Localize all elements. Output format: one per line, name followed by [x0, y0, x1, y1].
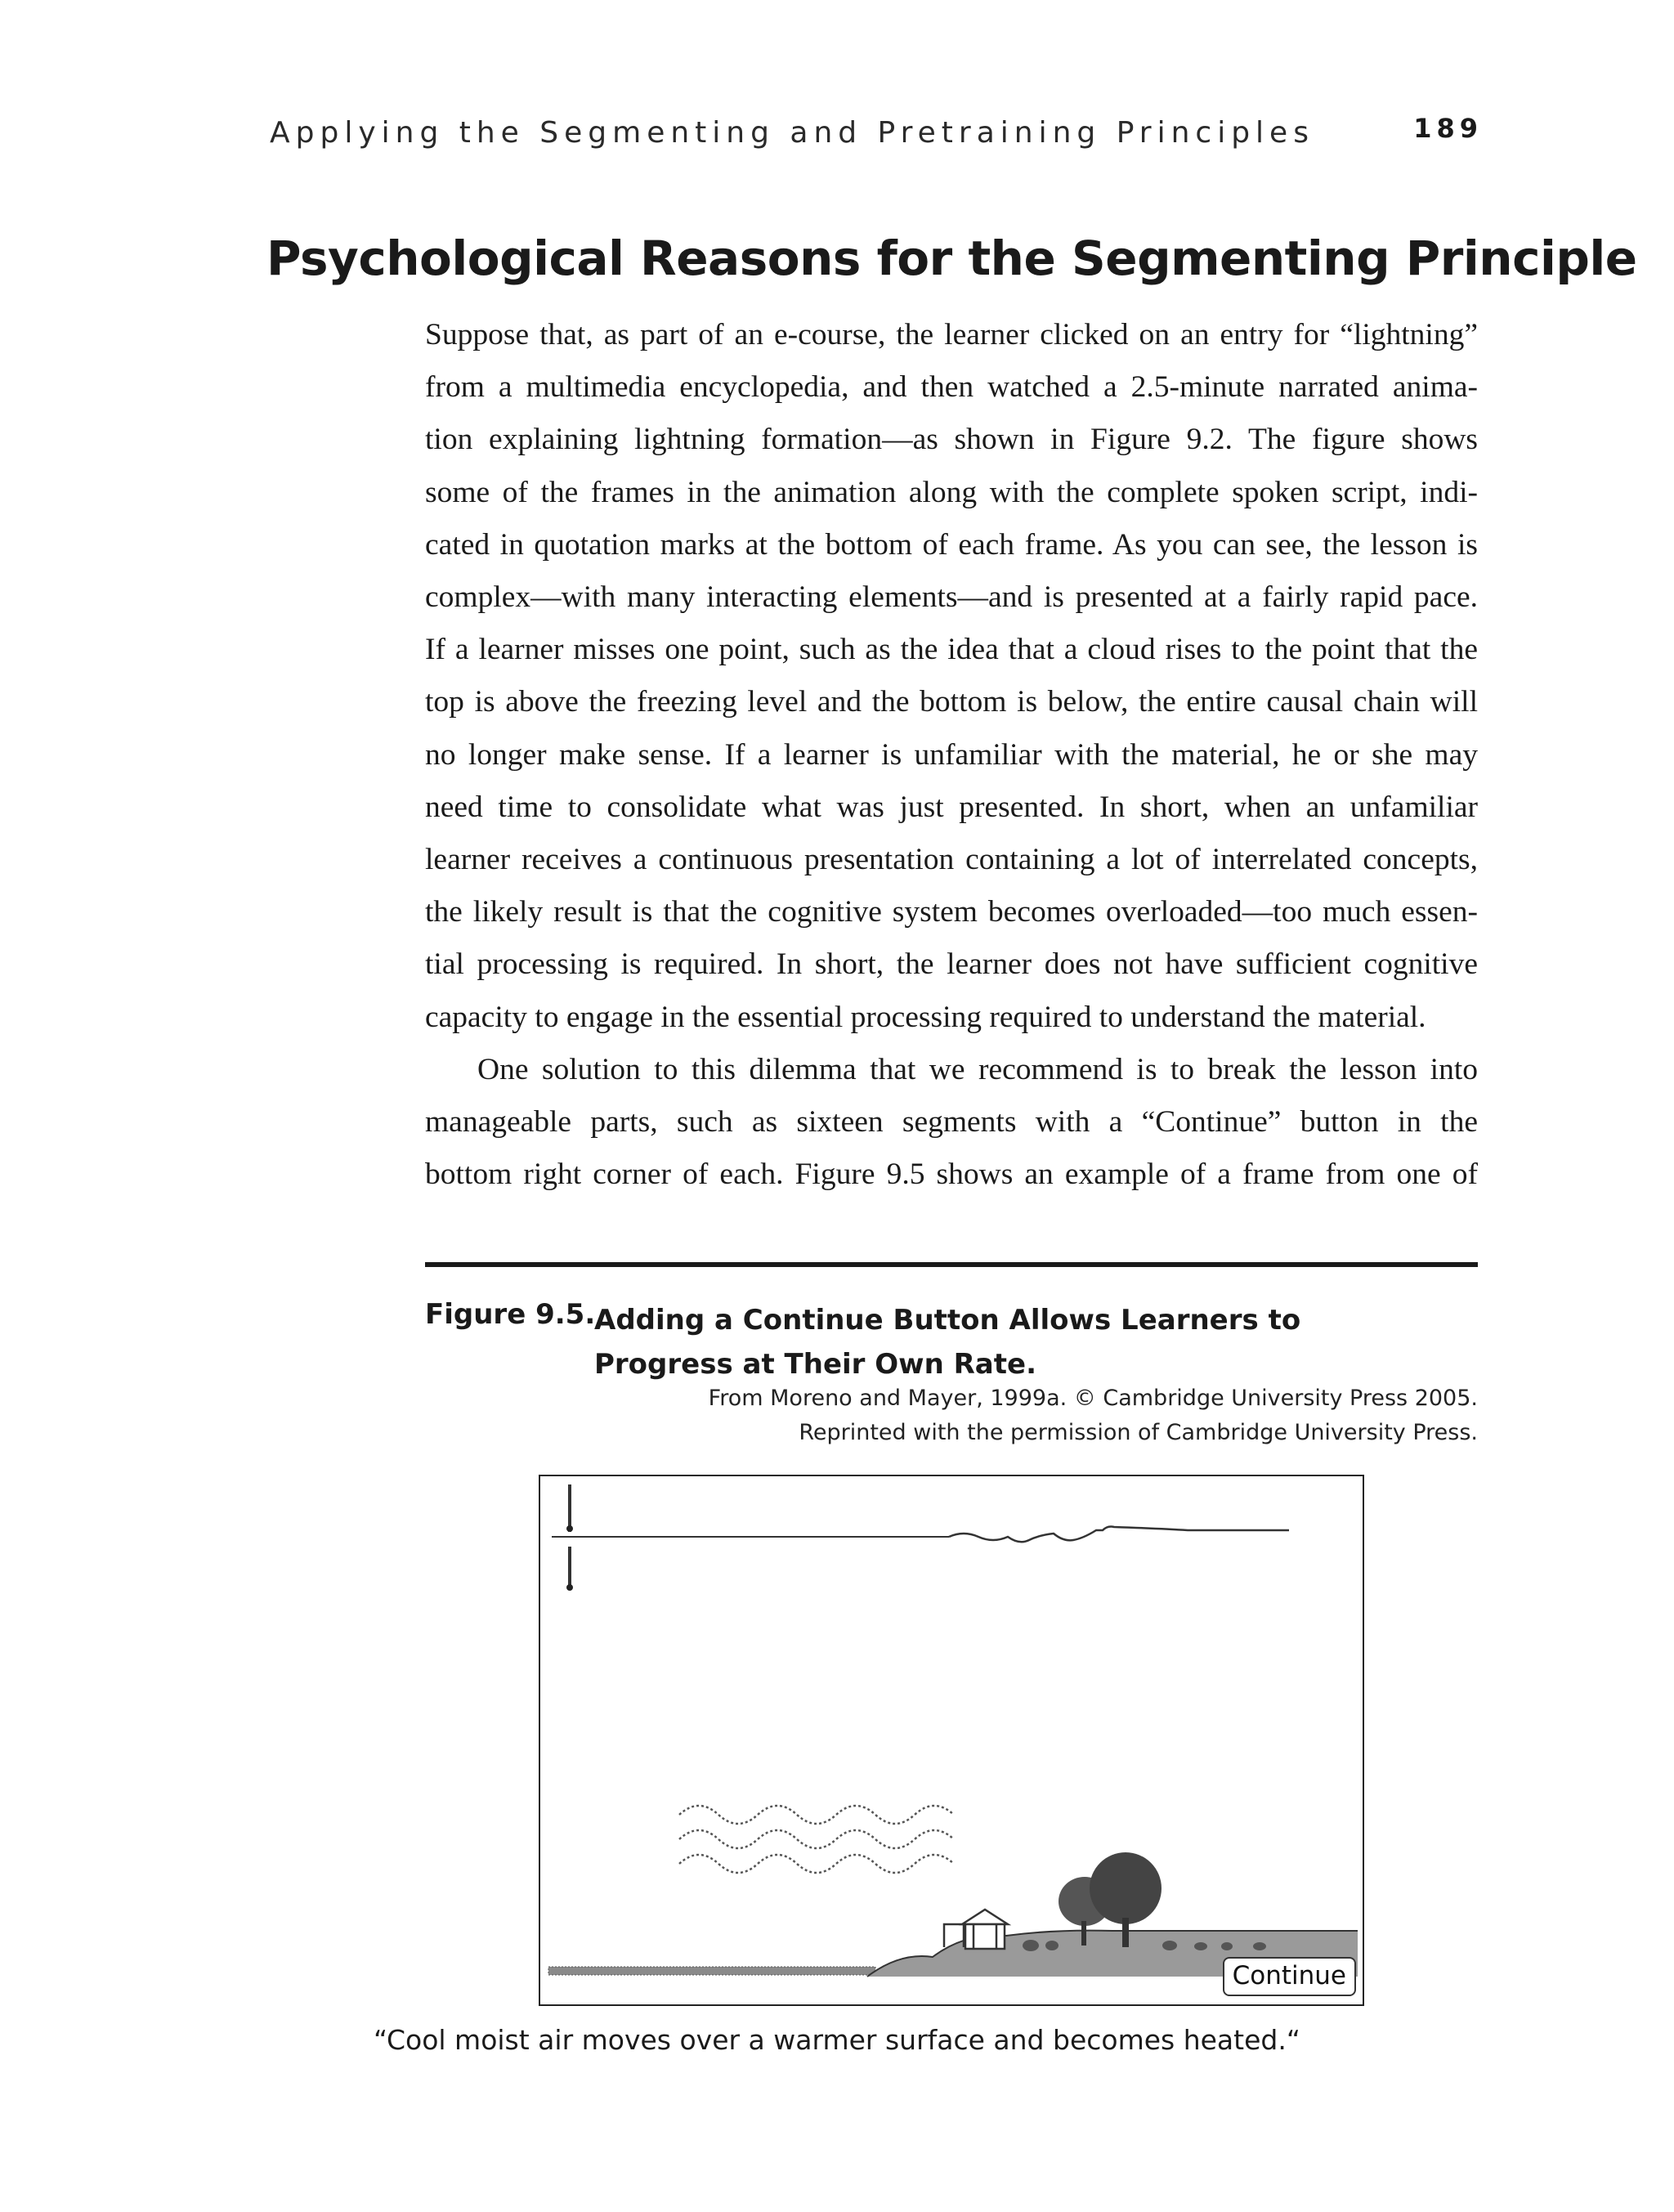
weather-illustration: [540, 1476, 1363, 2004]
body-line: capacity to engage in the essential processing required to understand the material.: [425, 1000, 1426, 1034]
body-line: manageable parts, such as sixteen segments with a “Continue” button in the: [425, 1105, 1478, 1140]
running-head: Applying the Segmenting and Pretraining Principles: [270, 116, 1314, 150]
body-line: need time to consolidate what was just presented. In short, when an unfamiliar: [425, 790, 1478, 824]
body-line: bottom right corner of each. Figure 9.5 shows an example of a frame from one of: [425, 1157, 1478, 1192]
figure-credit-line-1: From Moreno and Mayer, 1999a. © Cambridge University Press 2005.: [708, 1386, 1478, 1411]
body-line: tial processing is required. In short, the learner does not have sufficient cognitive: [425, 947, 1478, 982]
body-line: complex—with many interacting elements—and is presented at a fairly rapid pace.: [425, 580, 1478, 615]
body-line: top is above the freezing level and the bottom is below, the entire causal chain will: [425, 685, 1478, 719]
page-number: 189: [1413, 113, 1483, 144]
figure-title: Adding a Continue Button Allows Learners to Progress at Their Own Rate.: [594, 1304, 1301, 1381]
water-surface: [548, 1967, 875, 1975]
body-line: cated in quotation marks at the bottom of each frame. As you can see, the lesson is: [425, 527, 1478, 562]
body-line: One solution to this dilemma that we recommend is to break the lesson into: [477, 1052, 1478, 1086]
figure-credit-line-2: Reprinted with the permission of Cambridge University Press.: [799, 1420, 1478, 1445]
body-line: no longer make sense. If a learner is unfamiliar with the material, he or she may: [425, 737, 1478, 772]
body-line: learner receives a continuous presentation containing a lot of interrelated concepts,: [425, 843, 1478, 877]
thermometer-icon: [566, 1547, 573, 1591]
freezing-level-line: [552, 1527, 1289, 1543]
moist-air-waves: [679, 1806, 954, 1873]
body-line: the likely result is that the cognitive system becomes overloaded—too much essen-: [425, 895, 1478, 929]
body-line: from a multimedia encyclopedia, and then watched a 2.5-minute narrated anima-: [425, 370, 1478, 405]
figure-rule: [425, 1262, 1478, 1267]
section-title: Psychological Reasons for the Segmenting Principle: [266, 231, 1637, 286]
figure-label: Figure 9.5.: [425, 1298, 596, 1331]
body-line: some of the frames in the animation along with the complete spoken script, indi-: [425, 475, 1478, 509]
body-line: If a learner misses one point, such as the idea that a cloud rises to the point that the: [425, 633, 1478, 667]
thermometer-icon: [566, 1484, 573, 1532]
figure-credit: [709, 1381, 1478, 1450]
body-text: [425, 309, 1478, 1201]
figure-caption: “Cool moist air moves over a warmer surface and becomes heated.“: [374, 2024, 1300, 2056]
house-icon: [944, 1910, 1008, 1949]
animation-frame: [539, 1475, 1364, 2006]
continue-button[interactable]: Continue: [1223, 1957, 1356, 1996]
body-line: tion explaining lightning formation—as shown in Figure 9.2. The figure shows: [425, 423, 1478, 457]
body-line: Suppose that, as part of an e-course, the learner clicked on an entry for “lightning”: [425, 318, 1478, 352]
